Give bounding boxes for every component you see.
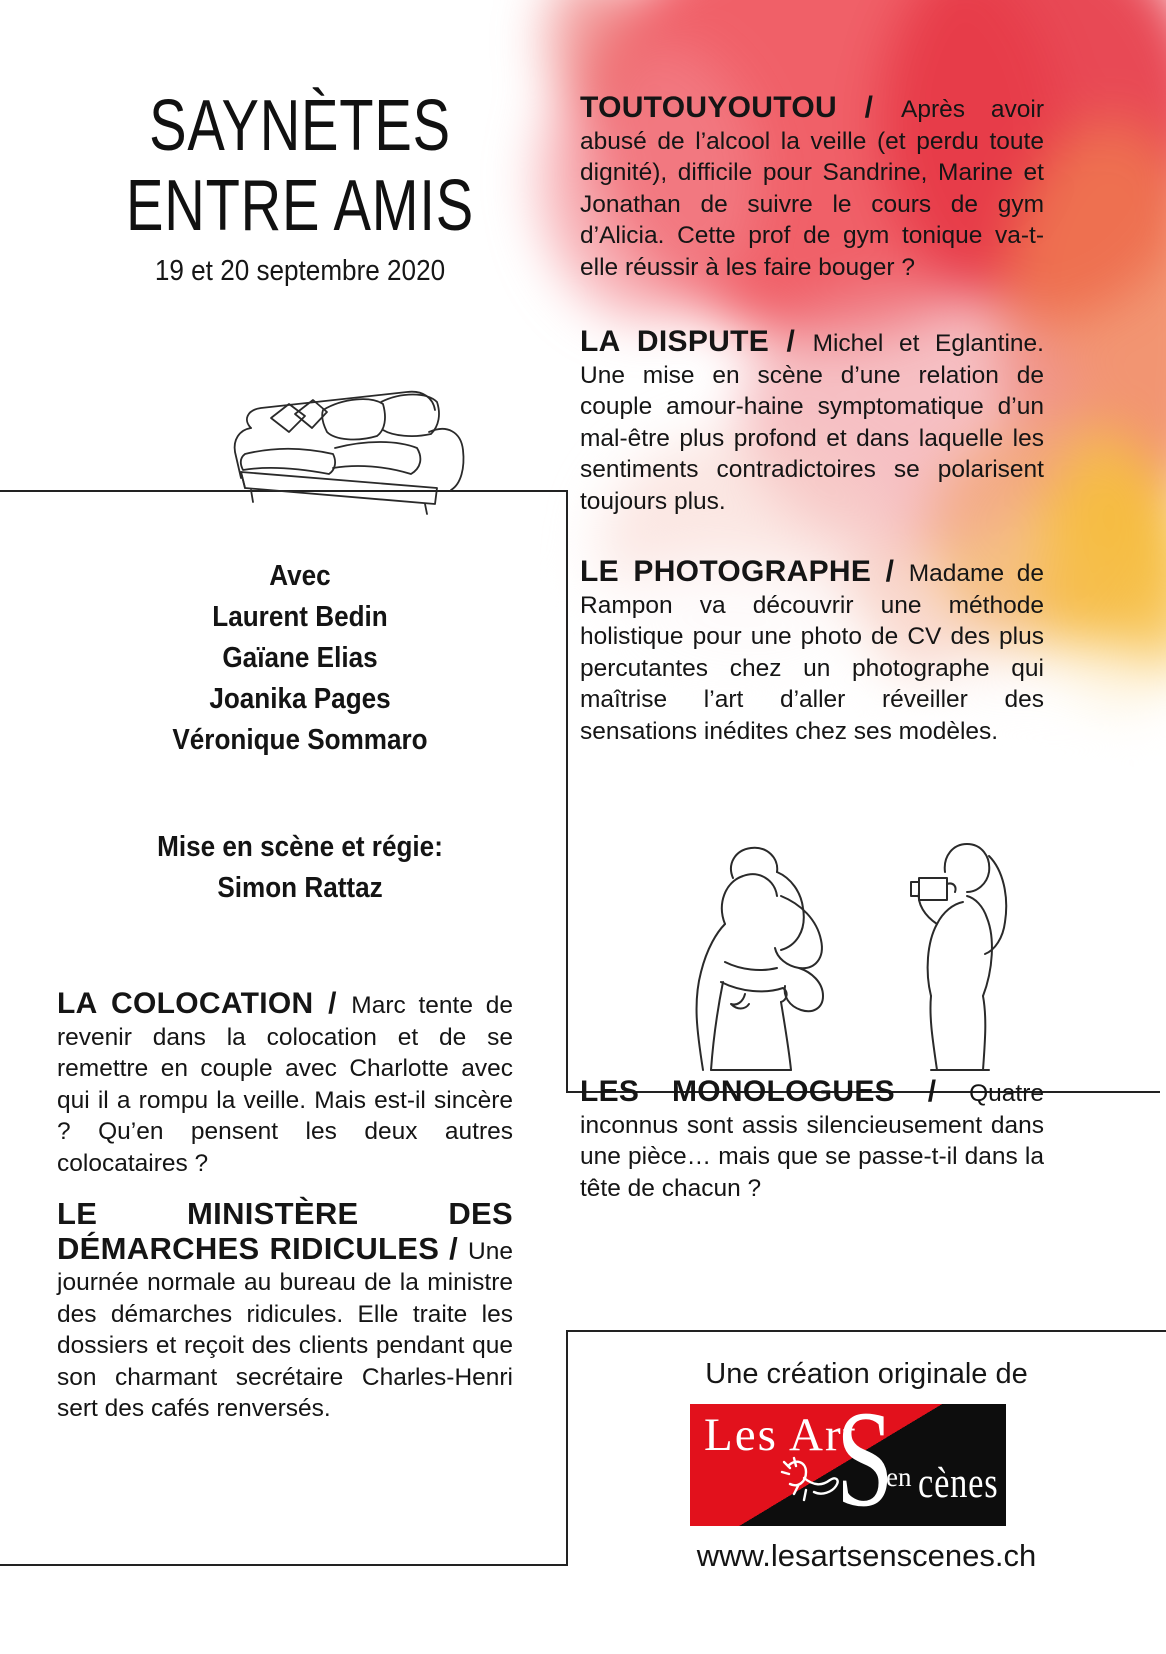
masthead [40, 86, 560, 288]
cast-member: Joanika Pages [209, 683, 391, 715]
direction-heading: Mise en scène et régie: [157, 831, 443, 863]
sketch-text: Après avoir abusé de l’alcool la veille (et perdu toute dignité), difficile pour Sandrine, Marine et Jonathan de suivre le cours de gym d’Alicia. Cette prof de gym tonique va-t-elle réussir à les faire bouger ? [580, 96, 1044, 281]
cast-member: Gaïane Elias [222, 642, 378, 674]
sketch-title: LA DISPUTE / [580, 325, 813, 358]
logo-text-en: en [886, 1462, 912, 1492]
logo-text-lesart: Les Art [704, 1409, 858, 1461]
sofa-line-drawing [185, 362, 485, 517]
sketch-title: LA COLOCATION / [57, 987, 352, 1020]
sketch-paragraph-la-dispute [580, 326, 1044, 517]
page-title-line1: SAYNÈTES [149, 86, 451, 166]
sketch-text: Madame de Rampon va découvrir une méthode holistique pour une photo de CV des plus percutantes chez un photographe qui maîtrise l’art d’aller réveiller des sensations inédites chez ses modèles. [580, 560, 1044, 745]
sketch-text: Une journée normale au bureau de la ministre des démarches ridicules. Elle traite les dossiers et reçoit des clients pendant que son charmant secrétaire Charles-Henri sert des cafés renversés. [57, 1237, 513, 1422]
sketch-paragraph-la-colocation [57, 988, 513, 1179]
sketch-text: Quatre inconnus sont assis silencieusement dans une pièce… mais que se passe-t-il dans la tête de chacun ? [580, 1080, 1044, 1202]
photographer-line-drawing [585, 812, 1055, 1090]
sketch-paragraph-toutouyoutou [580, 92, 1044, 283]
les-arts-en-scenes-logo [690, 1404, 1006, 1526]
event-date: 19 et 20 septembre 2020 [154, 255, 446, 287]
sketch-paragraph-les-monologues [580, 1076, 1044, 1204]
logo-text-big-s: S [836, 1404, 894, 1526]
sketch-paragraph-le-ministere [57, 1198, 513, 1425]
sketch-title: LE MINISTÈRE DES DÉMARCHES RIDICULES / [57, 1196, 513, 1266]
credits-block [40, 556, 560, 909]
sketch-text: Marc tente de revenir dans la colocation et de se remettre en couple avec Charlotte avec qui il a rompu la veille. Mais est-il sincère ? Qu’en pensent les deux autres colocataires ? [57, 992, 513, 1177]
cast-member: Véronique Sommaro [172, 724, 428, 756]
sketch-paragraph-le-photographe [580, 556, 1044, 747]
page-title-line2: ENTRE AMIS [126, 166, 474, 246]
production-caption: Une création originale de [705, 1358, 1028, 1390]
sketch-title: LE PHOTOGRAPHE / [580, 555, 909, 588]
sketch-title: LES MONOLOGUES / [580, 1075, 970, 1108]
sketch-title: TOUTOUYOUTOU / [580, 91, 901, 124]
logo-text-scenes: cènes [918, 1460, 999, 1507]
sketch-text: Michel et Eglantine. Une mise en scène d’une relation de couple amour-haine symptomatique d’un mal-être plus profond et dans laquelle les sentiments contradictoires se polarisent toujours plus. [580, 330, 1044, 515]
director-name: Simon Rattaz [217, 872, 383, 904]
gecko-icon [774, 1452, 844, 1514]
cast-heading: Avec [269, 560, 331, 592]
cast-member: Laurent Bedin [212, 601, 388, 633]
website-url[interactable]: www.lesartsenscenes.ch [696, 1538, 1037, 1573]
